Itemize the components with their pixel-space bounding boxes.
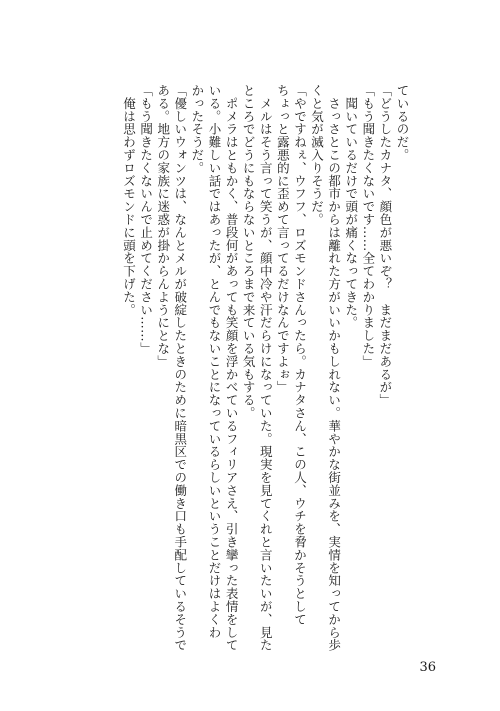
text-line: かったそうだ。 <box>189 84 205 175</box>
vertical-text-block <box>93 84 411 676</box>
text-line: ポメラはともかく、普段何があっても笑顔を浮かべているフィリアさえ、引き攣った表情をして <box>224 84 240 652</box>
text-line: 「やですねぇ、ウフフ、ロズモンドさんったら。カナタさん、この人、ウチを脅かそうとして <box>292 84 308 626</box>
text-line: 聞いているだけで頭が痛くなってきた。 <box>343 84 359 330</box>
text-line: 俺は思わずロズモンドに頭を下げた。 <box>121 84 137 317</box>
text-line: 「優しいウォンツは、なんとメルが破綻したときのために暗黒区での働き口も手配しているそうで <box>172 84 188 652</box>
text-line: いる。小難しい話ではあったが、とんでもないことになっているらしいということだけはよくわ <box>206 84 222 639</box>
text-line: ところでどうにもならないところまで来ている気もする。 <box>241 84 257 420</box>
text-line: ある。地方の家族に迷惑が掛からんようにとな」 <box>155 84 171 368</box>
text-line: ているのだ。 <box>395 84 410 162</box>
text-line: くと気が滅入りそうだ。 <box>309 84 325 226</box>
text-line: メルはそう言って笑うが、顔中冷や汗だらけになっていた。現実を見てくれと言いたいが、見た <box>258 84 274 652</box>
page-number: 36 <box>419 660 436 675</box>
text-line: 「どうしたカナタ、顔色が悪いぞ？ まだまだあるが」 <box>377 84 393 407</box>
text-line: 「もう聞きたくないです……全てわかりました」 <box>360 84 376 368</box>
text-line: 「もう聞きたくないんで止めてください……」 <box>138 84 154 355</box>
text-line: ちょっと露悪的に歪めて言ってるだけなんですよぉ」 <box>275 84 291 394</box>
text-line: さっさとこの都市からは離れた方がいいかもしれない。華やかな街並みを、実情を知ってから歩 <box>326 84 342 652</box>
